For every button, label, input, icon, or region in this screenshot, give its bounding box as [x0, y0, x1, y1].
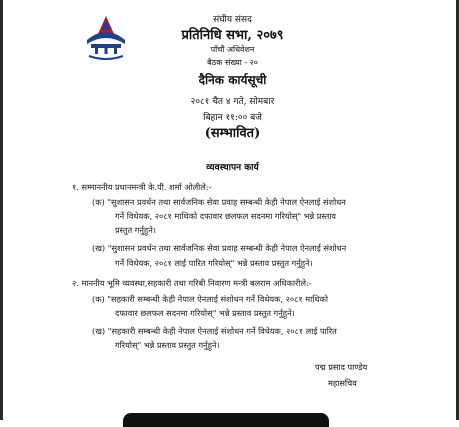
- agenda-item-2a-line: (क) "सहकारी सम्बन्धी केही नेपाल ऐनलाई संशोधन गर्ने विधेयक, २०८१ माथिको: [92, 294, 329, 304]
- agenda-item-1b-line: (ख) "सुशासन प्रवर्धन तथा सार्वजनिक सेवा प्रवाह सम्बन्धी केही नेपाल ऐनलाई संशोधन: [92, 243, 347, 253]
- signatory-designation: महासचिव: [328, 378, 357, 388]
- agenda-item-1a-line: (क) "सुशासन प्रवर्धन तथा सार्वजनिक सेवा प्रवाह सम्बन्धी केही नेपाल ऐनलाई संशोधन: [92, 197, 346, 207]
- agenda-item-2b-line: (ख) "सहकारी सम्बन्धी केही नेपाल ऐनलाई संशोधन गर्ने विधेयक, २०८१ लाई पारित: [92, 326, 337, 336]
- session-label: पाँचौं अधिवेशन: [210, 45, 255, 54]
- section-heading: व्यवस्थापन कार्य: [206, 163, 259, 173]
- agenda-item-1b-line: गर्ने विधेयक, २०८१ लाई पारित गरियोस्" भन्ने प्रस्ताव प्रस्तुत गर्नुहुने।: [115, 258, 313, 268]
- agenda-date: २०८१ चैत ४ गते, सोमबार: [190, 97, 275, 107]
- agenda-item-2a-line: दफावार छलफल सदनमा गरियोस्" भन्ने प्रस्ताव प्रस्तुत गर्नुहुने।: [115, 308, 295, 318]
- status-label: (सम्भावित): [204, 126, 261, 141]
- agenda-item-1a-line: गर्ने विधेयक, २०८१ माथिको दफावार छलफल सदनमा गरियोस्" भन्ने प्रस्ताव: [115, 211, 336, 221]
- agenda-item-2b-line: गरियोस्" भन्ने प्रस्ताव प्रस्तुत गर्नुहुने।: [115, 340, 220, 350]
- left-frame-border: [0, 0, 3, 420]
- meeting-number: बैठक संख्या - २०: [207, 58, 258, 67]
- agenda-time: बिहान ११:०० बजे: [203, 113, 262, 123]
- house-title: प्रतिनिधि सभा, २०७९: [181, 28, 284, 43]
- agenda-item-1: १. सम्माननीय प्रधानमन्त्री के.पी. शर्मा ओलीले:-: [72, 182, 212, 192]
- agenda-item-1a-line: प्रस्तुत गर्नुहुने।: [115, 225, 156, 235]
- bottom-toolbar-edge: [123, 413, 329, 427]
- agenda-title: दैनिक कार्यसूची: [198, 73, 267, 87]
- parliament-name: संघीय संसद: [213, 15, 252, 25]
- agenda-item-2: २. माननीय भूमि व्यवस्था,सहकारी तथा गरिबी निवारण मन्त्री बलराम अधिकारीले:-: [72, 278, 312, 288]
- signatory-name: पद्म प्रसाद पाण्डेय: [315, 362, 368, 372]
